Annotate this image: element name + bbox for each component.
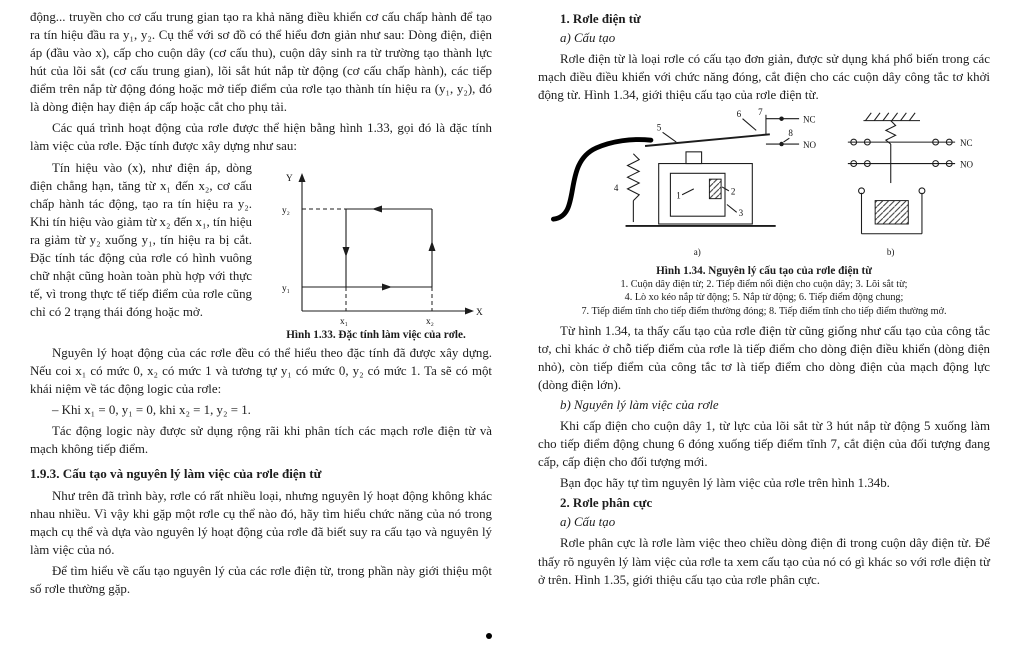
leader-1 xyxy=(682,189,694,195)
nc-label-b: NC xyxy=(959,138,973,149)
ceiling-hatch xyxy=(883,113,889,121)
callout-5: 5 xyxy=(656,122,662,133)
paragraph: động... truyền cho cơ cấu trung gian tạo ra khả năng điều khiển cơ cấu chấp hành để tạo ra tín hiệu đầu ra y₁, y₂. Cụ thể với sơ đồ có thể hiểu đơn giản như sau: Dòng điện, điện áp (đầu vào x), cấp cho cuộn dây (cơ cấu thu), cuộn dây sinh ra từ trường tạo thành lực hút của lõi sắt (cơ cấu trung gian), lõi sắt hút nắp từ động (cơ cấu chấp hành), các tiếp điểm trên nắp từ động đóng hoặc mở tiếp điểm của rơle tạo thành tín hiệu ra (y₁, y₂), đó là dòng điện hay điện áp cấp hoặc cắt cho phụ tải. xyxy=(30,10,492,115)
sub-label-a: a) xyxy=(693,247,701,258)
legend-line-3: 7. Tiếp điểm tĩnh cho tiếp điểm thường đóng; 8. Tiếp điểm tĩnh cho tiếp điểm thường mở. xyxy=(581,305,947,317)
iron-core xyxy=(686,152,702,164)
ceiling-hatch xyxy=(909,113,915,121)
paragraph: Các quá trình hoạt động của rơle được thể hiện bằng hình 1.33, gọi đó là đặc tính làm việc của rơle. Đặc tính được xây dựng như sau: xyxy=(30,121,492,154)
suspension-spring xyxy=(886,121,896,144)
relay-construction-diagram xyxy=(544,107,984,263)
leader-5 xyxy=(663,133,677,143)
callout-2: 2 xyxy=(730,186,736,197)
heading-role-phan-cuc: 2. Rơle phân cực xyxy=(560,496,653,511)
paragraph: Để tìm hiểu về cấu tạo nguyên lý của các rơle điện từ, trong phần này giới thiệu một số rơle thường gặp. xyxy=(30,564,492,597)
paragraph: Tác động logic này được sử dụng rộng rãi khi phân tích các mạch rơle điện từ và mạch không tiếp điểm. xyxy=(30,423,492,456)
x2-label: x₂ xyxy=(426,316,434,327)
paragraph: Rơle điện từ là loại rơle có cấu tạo đơn giản, được sử dụng khá phổ biến trong các mạch điều điều khiển với chức năng đóng, cắt điện cho các cuộn dây công tắc tơ khởi động từ. Hình 1.34, giới thiệu cấu tạo của rơle điện từ. xyxy=(538,52,990,103)
page-mark-dot xyxy=(486,633,492,639)
ceiling-hatch xyxy=(901,113,907,121)
figure-1-33-caption: Hình 1.33. Đặc tính làm việc của rơle. xyxy=(286,328,466,341)
nc-contact-point xyxy=(779,117,783,121)
arrow-left-top xyxy=(372,205,382,212)
paragraph: Khi cấp điện cho cuộn dây 1, từ lực của lõi sắt từ 3 hút nắp từ động 5 xuống làm cho tiếp điểm động chung 6 đóng xuống tiếp điểm tĩnh 7, cắt điện của đối tượng đang cấp, cấp điện cho đối tượng mới. xyxy=(538,419,990,470)
left-column xyxy=(30,8,492,601)
no-label-a: NO xyxy=(803,140,817,151)
arrow-right-bottom xyxy=(382,283,392,290)
sub-label-b: b) xyxy=(886,247,895,258)
callout-4: 4 xyxy=(613,183,619,194)
figure-1-34-caption: Hình 1.34. Nguyên lý cấu tạo của rơle điện từ xyxy=(656,265,872,278)
logic-rule-line: – Khi x₁ = 0, y₁ = 0, khi x₂ = 1, y₂ = 1. xyxy=(52,402,251,417)
figure-1-34-legend xyxy=(538,278,990,318)
callout-7: 7 xyxy=(758,107,763,117)
legend-line-1: 1. Cuộn dây điện từ; 2. Tiếp điểm nối điện cho cuộn dây; 3. Lõi sắt từ; xyxy=(620,279,908,291)
supply-cable xyxy=(553,140,651,220)
heading-nguyen-ly-b: b) Nguyên lý làm việc của rơle xyxy=(560,398,719,413)
relay-a-drawing xyxy=(553,107,816,257)
y-axis-label: Y xyxy=(286,173,293,184)
ceiling-hatch xyxy=(874,113,880,121)
nc-label-a: NC xyxy=(803,114,816,125)
leader-8 xyxy=(784,138,790,142)
callout-8: 8 xyxy=(788,128,793,139)
callout-3: 3 xyxy=(738,208,744,219)
figure-1-34 xyxy=(538,107,990,318)
x-axis-label: X xyxy=(476,307,483,318)
armature-lever xyxy=(645,134,770,146)
paragraph: Tín hiệu vào (x), như điện áp, dòng điện chẳng hạn, tăng từ x₁ đến x₂, cơ cấu chấp hành tác động, tạo ra tín hiệu ra y₂. Khi tín hiệu vào giảm từ x₂ đến x₁, tín hiệu ra giảm từ y₂ xuống y₁, tín hiệu ra bị cắt. Đặc tính tác động của rơle có hình vuông chữ nhật cũng hoàn toàn phù hợp với thực tế, vì trong thực tế tiếp điểm của rơle cũng chỉ có 2 trạng thái đóng hoặc mở. xyxy=(30,160,252,319)
heading-cau-tao-a: a) Cấu tạo xyxy=(560,31,616,45)
ceiling-hatch xyxy=(865,113,871,121)
relay-b-drawing xyxy=(848,113,974,257)
paragraph: Rơle phân cực là rơle làm việc theo chiều dòng điện đi trong cuộn dây điện từ. Để thấy rõ nguyên lý làm việc của rơle ta xem cấu tạo của nó có gì khác so với rơle điện từ ở trên. Hình 1.35, giới thiệu cấu tạo của rơle phân cực. xyxy=(538,536,990,587)
x-axis-arrow xyxy=(465,307,474,314)
leader-6 xyxy=(743,119,757,131)
return-spring xyxy=(628,154,640,201)
hysteresis-chart xyxy=(262,161,490,327)
paragraph: Như trên đã trình bày, rơle có rất nhiều loại, nhưng nguyên lý hoạt động không khác nhau nhiều. Vì vậy khi gặp một rơle cụ thể nào đó, hãy tìm hiểu chức năng của nó trong mạch cụ thể và dựa vào nguyên lý hoạt động của rơle đã biết suy ra cấu tạo và nguyên lý làm việc của nó. xyxy=(30,488,492,558)
y-axis-arrow xyxy=(299,173,306,182)
no-contact-point xyxy=(779,142,783,146)
arrow-up-right xyxy=(429,241,436,251)
ceiling-hatch xyxy=(892,113,898,121)
magnet-block xyxy=(875,201,908,224)
figure-1-33 xyxy=(260,161,492,342)
callout-6: 6 xyxy=(736,108,742,119)
arrow-down-left xyxy=(343,247,350,257)
paragraph: Bạn đọc hãy tự tìm nguyên lý làm việc của rơle trên hình 1.34b. xyxy=(560,476,890,491)
x1-label: x₁ xyxy=(340,316,348,327)
paragraph: Từ hình 1.34, ta thấy cấu tạo của rơle điện từ cũng giống như cấu tạo của công tắc tơ, chỉ khác ở chỗ tiếp điểm của rơle là tiếp điểm cho dòng điện điều khiển (dòng điện nhỏ), còn tiếp điểm của công tắc tơ là tiếp điểm cho dòng điện của mạch động lực (dòng điện lớn). xyxy=(538,323,990,393)
right-column xyxy=(538,8,990,592)
no-label-b: NO xyxy=(959,159,974,170)
heading-cau-tao-a2: a) Cấu tạo xyxy=(560,515,616,530)
heading-role-dien-tu: 1. Rơle điện từ xyxy=(560,12,641,26)
leader-3 xyxy=(727,205,737,213)
section-heading-1-9-3: 1.9.3. Cấu tạo và nguyên lý làm việc của rơle điện từ xyxy=(30,465,322,481)
paragraph: Nguyên lý hoạt động của các rơle đều có thể hiểu theo đặc tính đã được xây dựng. Nếu coi x₁ có mức 0, x₂ có mức 1 và tương tự y₁ có mức 0, y₂ có mức 1. Ta sẽ có một khái niệm về tác động logic của rơle: xyxy=(30,345,492,396)
legend-line-2: 4. Lò xo kéo nắp từ động; 5. Nắp từ động; 6. Tiếp điểm động chung; xyxy=(624,292,904,304)
coil-terminal-block xyxy=(709,179,721,199)
callout-1: 1 xyxy=(676,190,681,201)
y2-label: y₂ xyxy=(282,205,290,216)
y1-label: y₁ xyxy=(282,283,290,294)
